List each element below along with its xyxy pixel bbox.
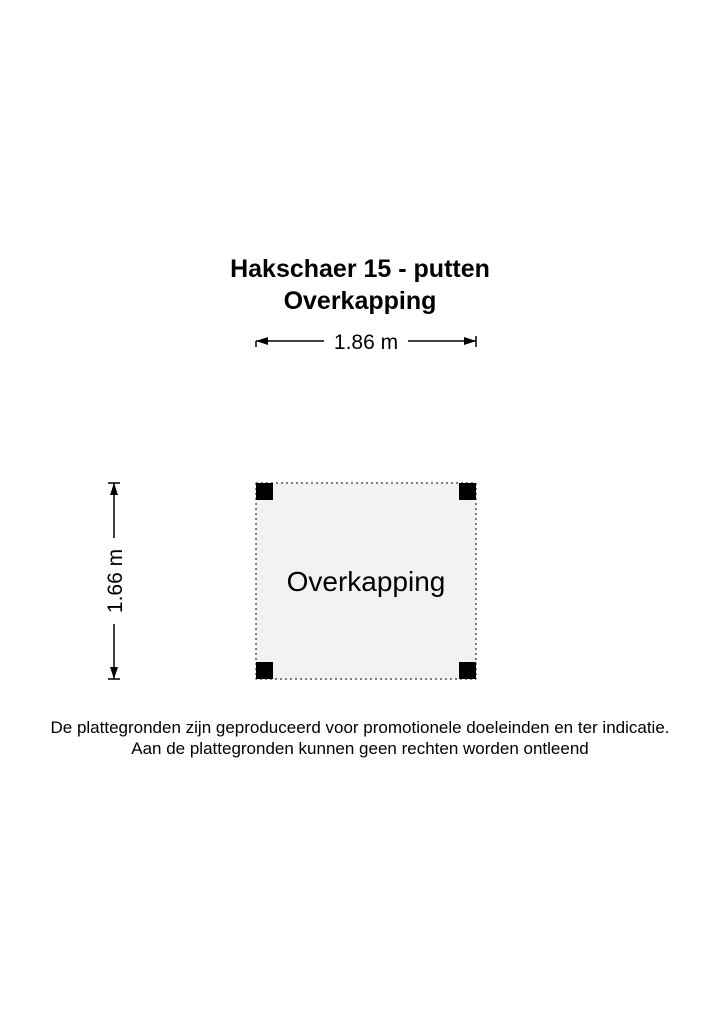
- post-top-right: [459, 483, 476, 500]
- post-top-left: [256, 483, 273, 500]
- post-bottom-right: [459, 662, 476, 679]
- height-dimension: [104, 483, 127, 679]
- disclaimer-line1: De plattegronden zijn geproduceerd voor promotionele doeleinden en ter indicatie.: [50, 718, 670, 737]
- width-dimension-label: 1.86 m: [333, 331, 399, 354]
- width-arrow-right-icon: [464, 337, 476, 345]
- height-arrow-down-icon: [110, 667, 118, 679]
- height-dimension-label: 1.66 m: [104, 548, 127, 614]
- height-arrow-up-icon: [110, 483, 118, 495]
- floorplan-subtitle: Overkapping: [283, 287, 437, 315]
- disclaimer-line2: Aan de plattegronden kunnen geen rechten worden ontleend: [131, 739, 589, 758]
- room-overkapping: [256, 483, 476, 679]
- floorplan-title: Hakschaer 15 - putten: [230, 255, 490, 283]
- width-dimension: [256, 331, 476, 354]
- room-label: Overkapping: [286, 566, 446, 597]
- width-arrow-left-icon: [256, 337, 268, 345]
- post-bottom-left: [256, 662, 273, 679]
